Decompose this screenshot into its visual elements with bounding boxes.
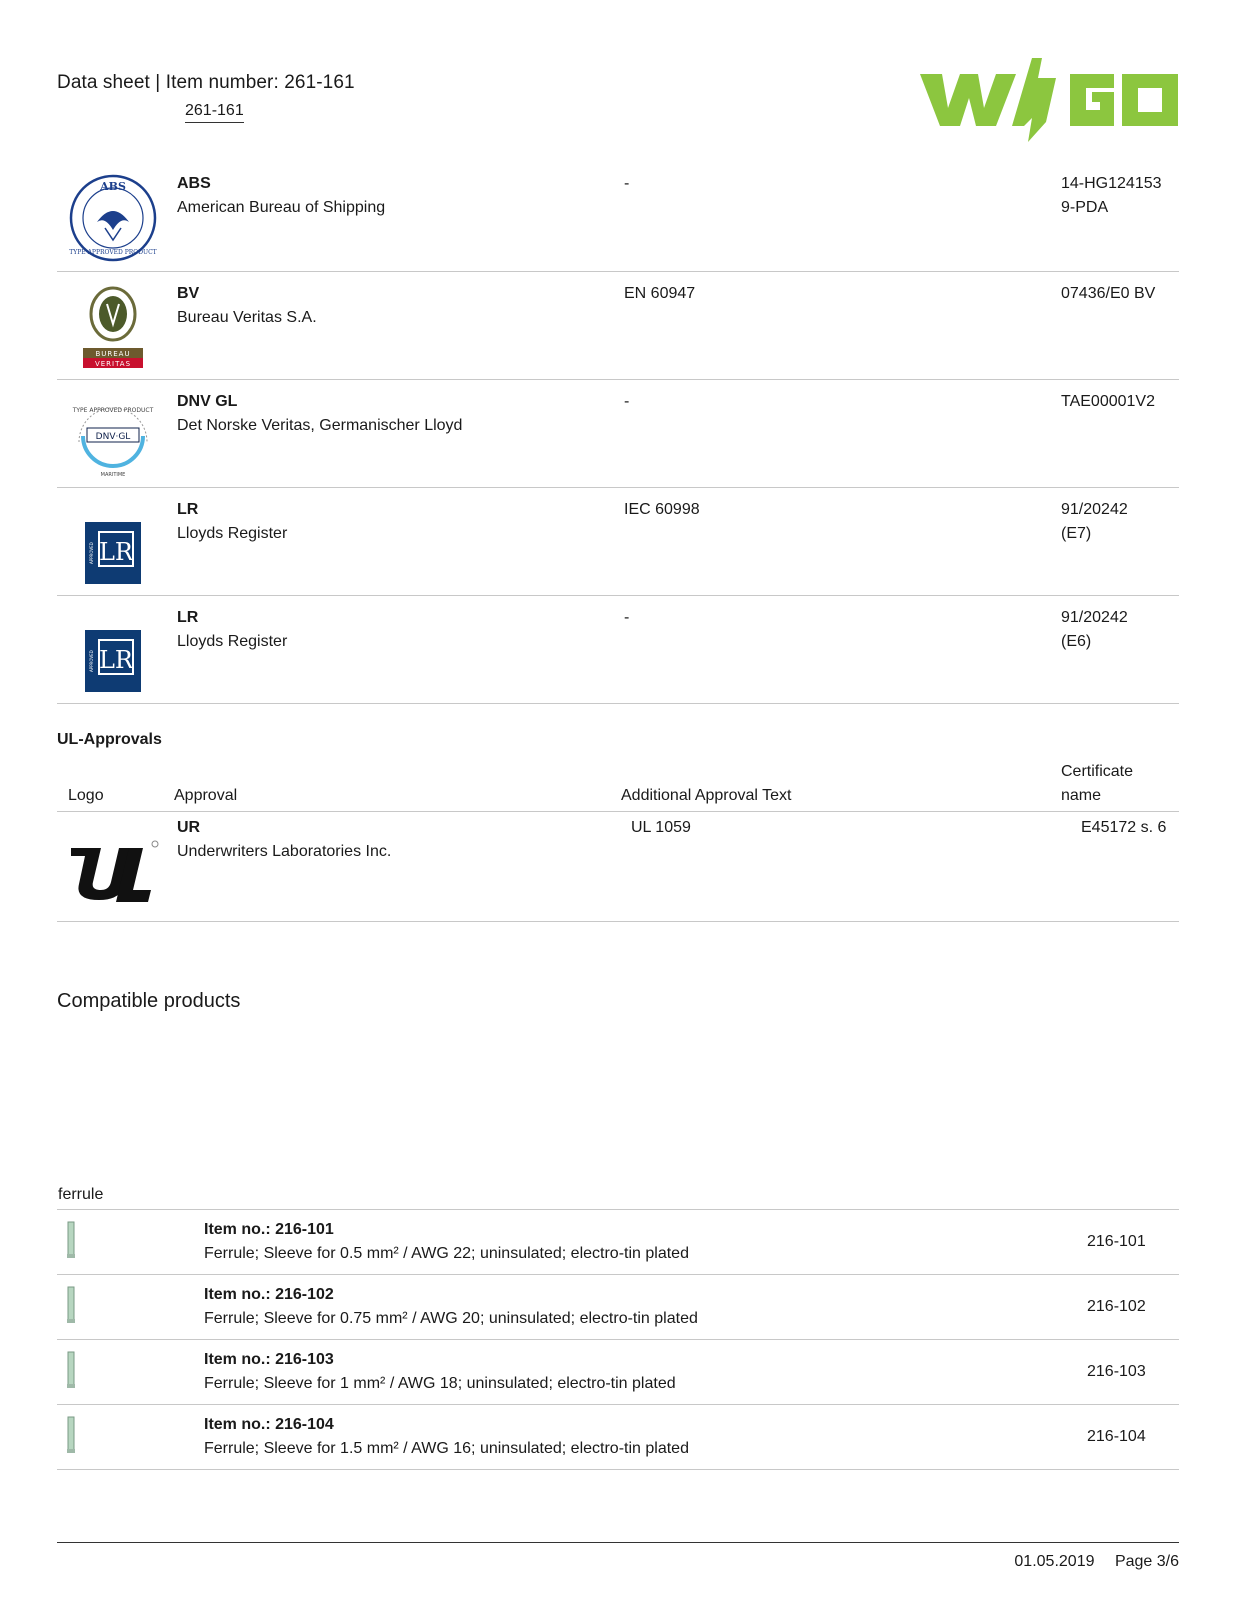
- approval-norm: EN 60947: [624, 285, 696, 302]
- item-description: Ferrule; Sleeve for 1 mm² / AWG 18; uninsulated; electro-tin plated: [204, 1375, 676, 1392]
- item-number[interactable]: Item no.: 216-104: [204, 1416, 334, 1433]
- dnv-gl-icon: [67, 390, 159, 482]
- svg-text:MARITIME: MARITIME: [100, 472, 126, 478]
- svg-text:LR: LR: [98, 538, 134, 566]
- header-logo: Logo: [68, 787, 104, 804]
- svg-text:ABS: ABS: [100, 180, 126, 193]
- approval-row-lr-2: [57, 596, 1179, 704]
- svg-text:DNV·GL: DNV·GL: [95, 432, 131, 442]
- approval-name: [177, 606, 287, 654]
- approval-cert: 91/20242 (E6): [1061, 609, 1128, 650]
- approval-cert: 14-HG1241539-PDA: [1061, 175, 1162, 216]
- approval-row-lr-1: [57, 488, 1179, 596]
- ferrule-icon: [63, 1285, 79, 1325]
- approval-row-dnv-gl: [57, 380, 1179, 488]
- item-number-link[interactable]: 261-161: [185, 102, 244, 123]
- approval-fullname: Lloyds Register: [177, 633, 288, 650]
- approval-cert: TAE00001V2: [1061, 393, 1155, 410]
- item-code: 216-101: [1087, 1233, 1146, 1250]
- document-header: [57, 72, 355, 119]
- approval-norm: -: [624, 175, 630, 192]
- approval-fullname: Bureau Veritas S.A.: [177, 309, 317, 326]
- approval-cert: E45172 s. 6: [1081, 819, 1167, 836]
- item-number[interactable]: Item no.: 216-103: [204, 1351, 334, 1368]
- approval-name: [177, 816, 391, 864]
- item-code: 216-103: [1087, 1363, 1146, 1380]
- approval-row-bv: [57, 272, 1179, 380]
- approvals-table: [57, 162, 1179, 704]
- approval-name: [177, 172, 385, 220]
- ferrule-icon: [63, 1220, 79, 1260]
- ferrule-icon: [63, 1415, 79, 1455]
- approval-norm: IEC 60998: [624, 501, 700, 518]
- ferrule-list: [57, 1209, 1179, 1470]
- approval-norm: -: [624, 393, 630, 410]
- approval-norm: -: [624, 609, 630, 626]
- ferrule-group-title: ferrule: [58, 1186, 104, 1203]
- approval-abbr: ABS: [177, 175, 211, 192]
- page-footer: [1014, 1553, 1179, 1571]
- page-title: [57, 72, 355, 94]
- approval-cert: 91/20242 (E7): [1061, 501, 1128, 542]
- ferrule-icon: [63, 1350, 79, 1390]
- approval-cert: 07436/E0 BV: [1061, 285, 1156, 302]
- lloyds-register-icon: [67, 498, 159, 590]
- approval-name: [177, 282, 317, 330]
- title-prefix: Data sheet: [57, 72, 150, 93]
- list-item[interactable]: [57, 1210, 1179, 1275]
- ul-row: [57, 812, 1179, 922]
- ul-approvals-title: UL-Approvals: [57, 731, 162, 748]
- svg-text:APPROVED: APPROVED: [89, 542, 94, 564]
- approval-fullname: Det Norske Veritas, Germanischer Lloyd: [177, 417, 463, 434]
- approval-abbr: UR: [177, 819, 201, 836]
- footer-page-number: Page 3/6: [1114, 1553, 1179, 1570]
- approval-abbr: BV: [177, 285, 200, 302]
- list-item[interactable]: [57, 1405, 1179, 1470]
- svg-text:BUREAU: BUREAU: [95, 350, 131, 358]
- list-item[interactable]: [57, 1340, 1179, 1405]
- title-separator: |: [155, 72, 161, 93]
- item-description: Ferrule; Sleeve for 0.75 mm² / AWG 20; uninsulated; electro-tin plated: [204, 1310, 698, 1327]
- svg-text:TYPE APPROVED PRODUCT: TYPE APPROVED PRODUCT: [72, 407, 154, 414]
- item-description: Ferrule; Sleeve for 0.5 mm² / AWG 22; uninsulated; electro-tin plated: [204, 1245, 689, 1262]
- header-approval: Approval: [174, 787, 238, 804]
- approval-abbr: DNV GL: [177, 393, 238, 410]
- svg-text:TYPE APPROVED PRODUCT: TYPE APPROVED PRODUCT: [69, 249, 157, 256]
- compatible-products-title: Compatible products: [57, 990, 241, 1012]
- approval-row-abs: [57, 162, 1179, 272]
- item-code: 216-102: [1087, 1298, 1146, 1315]
- item-code: 216-104: [1087, 1428, 1146, 1445]
- approval-fullname: Lloyds Register: [177, 525, 288, 542]
- title-item-number: Item number: 261-161: [165, 72, 355, 93]
- wago-logo: [920, 58, 1178, 142]
- svg-text:APPROVED: APPROVED: [89, 650, 94, 672]
- header-certificate-name: Certificate name: [1061, 763, 1134, 804]
- approval-fullname: American Bureau of Shipping: [177, 199, 386, 216]
- header-additional-text: Additional Approval Text: [621, 787, 792, 804]
- approval-name: [177, 498, 287, 546]
- item-number[interactable]: Item no.: 216-101: [204, 1221, 334, 1238]
- approval-name: [177, 390, 462, 438]
- ul-recognized-icon: [67, 834, 159, 904]
- footer-date: 01.05.2019: [1014, 1553, 1095, 1570]
- approval-abbr: LR: [177, 609, 199, 626]
- svg-text:VERITAS: VERITAS: [94, 360, 132, 368]
- approval-fullname: Underwriters Laboratories Inc.: [177, 843, 392, 860]
- bureau-veritas-icon: [67, 282, 159, 374]
- item-number[interactable]: Item no.: 216-102: [204, 1286, 334, 1303]
- lloyds-register-icon: [67, 606, 159, 698]
- svg-text:LR: LR: [98, 646, 134, 674]
- ul-table-header: [57, 758, 1179, 812]
- list-item[interactable]: [57, 1275, 1179, 1340]
- item-description: Ferrule; Sleeve for 1.5 mm² / AWG 16; uninsulated; electro-tin plated: [204, 1440, 689, 1457]
- abs-seal-icon: [67, 172, 159, 264]
- approval-norm: UL 1059: [631, 819, 691, 836]
- footer-divider: [57, 1542, 1179, 1543]
- approval-abbr: LR: [177, 501, 199, 518]
